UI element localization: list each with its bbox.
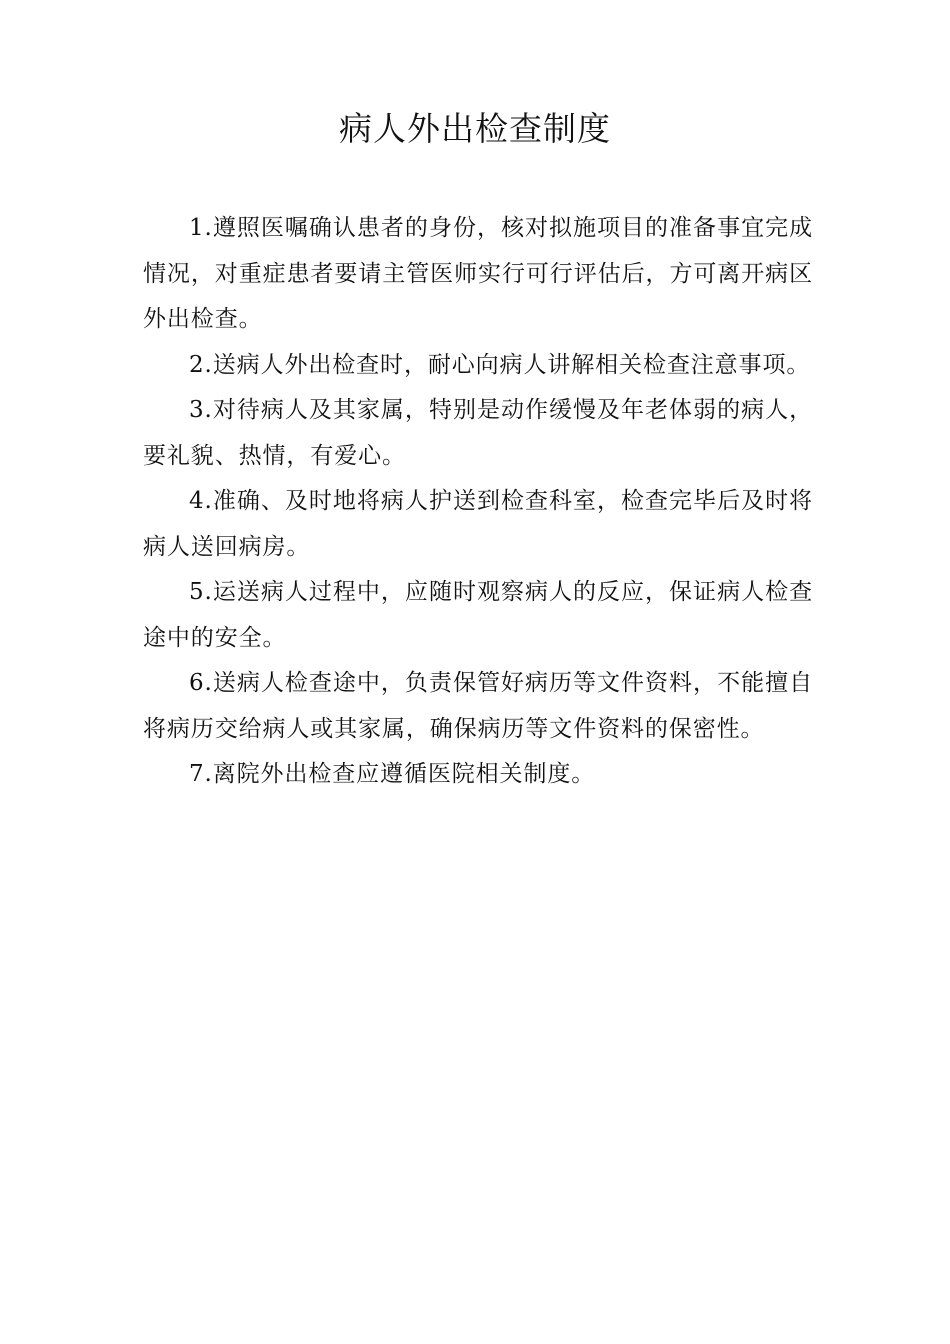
document-body <box>143 206 813 798</box>
rule-item-7: 7.离院外出检查应遵循医院相关制度。 <box>189 761 596 787</box>
rule-item-3: 3.对待病人及其家属，特别是动作缓慢及年老体弱的病人，要礼貌、热情，有爱心。 <box>143 397 813 469</box>
rule-item-4: 4.准确、及时地将病人护送到检查科室，检查完毕后及时将病人送回病房。 <box>143 488 813 560</box>
document-title: 病人外出检查制度 <box>339 109 611 148</box>
rule-item-2: 2.送病人外出检查时，耐心向病人讲解相关检查注意事项。 <box>189 351 811 378</box>
rule-item-1: 1.遵照医嘱确认患者的身份，核对拟施项目的准备事宜完成情况，对重症患者要请主管医师实行可行评估后，方可离开病区外出检查。 <box>143 215 813 332</box>
rule-item-6: 6.送病人检查途中，负责保管好病历等文件资料，不能擅自将病历交给病人或其家属，确保病历等文件资料的保密性。 <box>143 670 813 742</box>
rule-item-5: 5.运送病人过程中，应随时观察病人的反应，保证病人检查途中的安全。 <box>143 579 813 651</box>
